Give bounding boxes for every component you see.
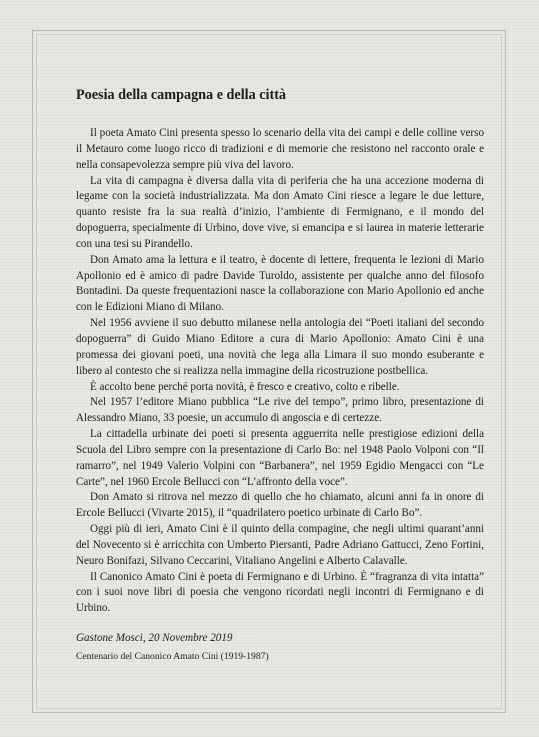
paragraph: Il poeta Amato Cini presenta spesso lo scenario della vita dei campi e delle colline verso il Metauro come luogo ricco di tradizioni e di memorie che resistono nel racconto orale e nella consapevolezza sempre più viva del lavoro.	[76, 127, 484, 171]
paragraph: È accolto bene perché porta novità, è fresco e creativo, colto e ribelle.	[90, 380, 400, 393]
paragraph: Don Amato si ritrova nel mezzo di quello che ho chiamato, alcuni anni fa in onore di Ercole Bellucci (Vivarte 2015), il “quadrilatero poetico urbinate di Carlo Bo”.	[76, 491, 484, 520]
article-body	[76, 86, 484, 663]
paragraph: Nel 1957 l’editore Miano pubblica “Le rive del tempo”, primo libro, presentazione di Alessandro Miano, 33 poesie, un accumulo di angoscia e di certezze.	[76, 396, 484, 425]
paragraph: Don Amato ama la lettura e il teatro, è docente di lettere, frequenta le lezioni di Mario Apollonio ed è amico di padre Davide Turoldo, assistente per qualche anno del filosofo Bontadini. Da queste frequentazioni nasce la collaborazione con Mario Apollonio ed anche con le Edizioni Miano di Milano.	[76, 253, 484, 314]
centenary-caption: Centenario del Canonico Amato Cini (1919-1987)	[76, 651, 269, 663]
paragraph: Nel 1956 avviene il suo debutto milanese nella antologia dei “Poeti italiani del secondo dopoguerra” di Guido Miano Editore a cura di Mario Apollonio: Amato Cini è una promessa dei giovani poeti, una novità che lega alla Limara il suo mondo esuberante e libero al contesto che si realizza nella immagine della ricostruzione postbellica.	[76, 317, 484, 377]
author-signature: Gastone Mosci, 20 Novembre 2019	[76, 632, 233, 645]
paragraph: La cittadella urbinate dei poeti si presenta agguerrita nelle prestigiose edizioni della Scuola del Libro sempre con la presentazione di Carlo Bo: nel 1948 Paolo Volponi con “Il ramarro”, nel 1949 Valerio Volpini con “Barbanera”, nel 1959 Egidio Mengacci con “Le Carte”, nel 1960 Ercole Bellucci con “L’affronto della voce”.	[76, 428, 484, 488]
paragraph: Oggi più di ieri, Amato Cini è il quinto della compagine, che negli ultimi quarant’anni del Novecento si è arricchita con Umberto Piersanti, Padre Adriano Gattucci, Zeno Fortini, Neuro Bonifazi, Silvano Ceccarini, Vitaliano Angelini e Alberto Calavalle.	[76, 523, 484, 567]
article-title: Poesia della campagna e della città	[76, 87, 287, 103]
paragraph: La vita di campagna è diversa dalla vita di periferia che ha una accezione moderna di legame con la società industrializzata. Ma don Amato Cini riesce a legare le due letture, quanto resiste fra la sua realtà d’inizio, l’ambiente di Fermignano, e il mondo del dopoguerra, specialmente di Urbino, dove vive, si emancipa e si laurea in materie letterarie con una tesi su Pirandello.	[76, 174, 484, 250]
paragraph: Il Canonico Amato Cini è poeta di Fermignano e di Urbino. È “fragranza di vita intatta” con i suoi nove libri di poesia che vengono ricordati negli incontri di Fermignano e di Urbino.	[76, 570, 484, 615]
